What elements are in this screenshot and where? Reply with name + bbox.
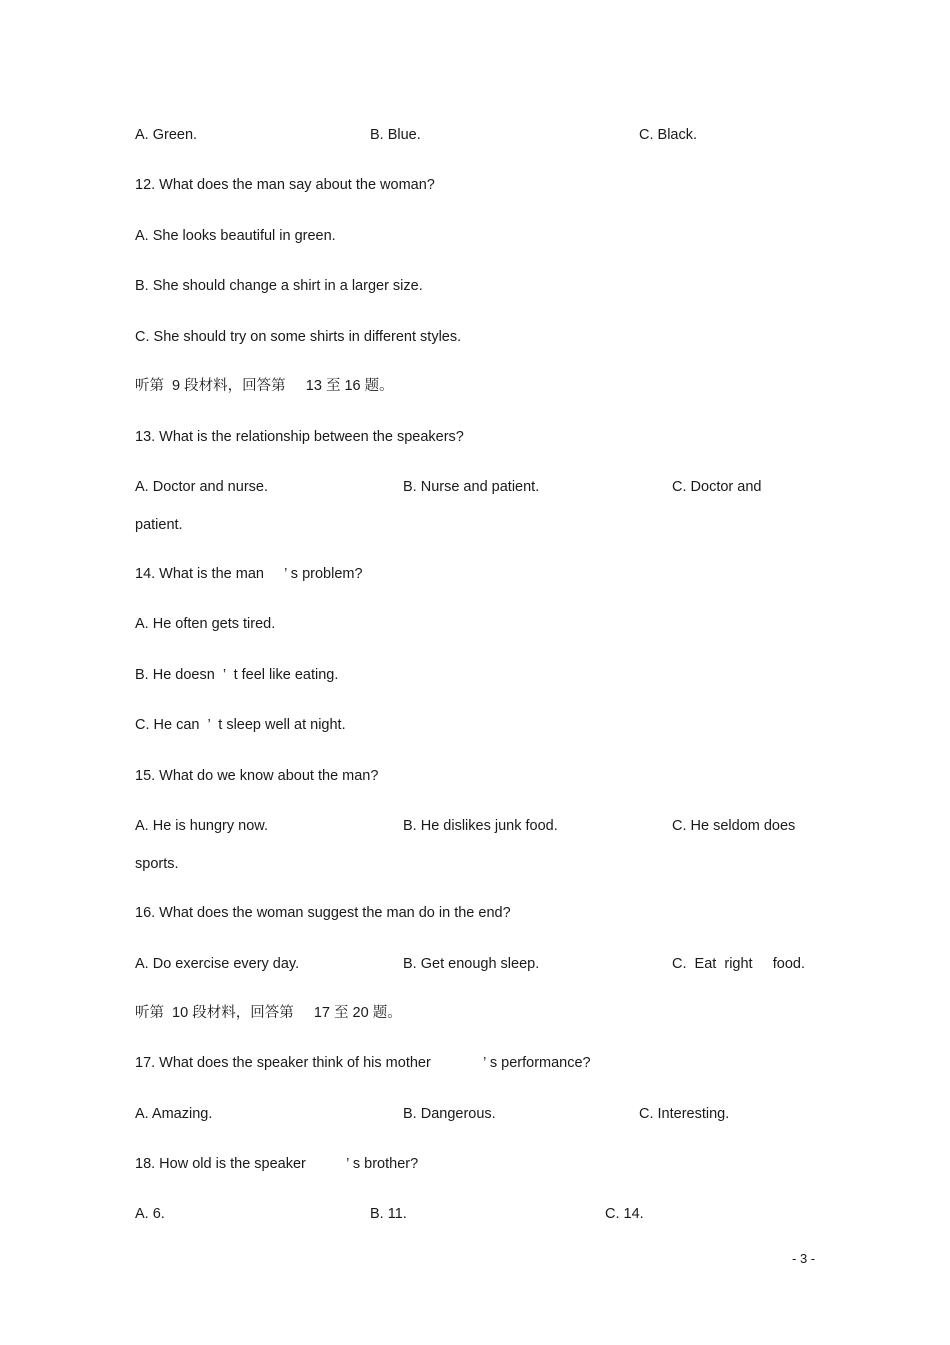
option-text: B. Blue. — [370, 127, 421, 143]
option-text-continued: patient. — [135, 517, 183, 533]
question-text: 12. What does the man say about the woman? — [135, 177, 435, 193]
option-text: B. Dangerous. — [403, 1106, 496, 1122]
option-text: A. Amazing. — [135, 1106, 213, 1122]
option-text: B. Nurse and patient. — [403, 479, 540, 495]
option-text: C. She should try on some shirts in different styles. — [135, 329, 462, 345]
option-text: A. 6. — [135, 1206, 165, 1222]
option-text: B. She should change a shirt in a larger size. — [135, 278, 423, 294]
question-text: 15. What do we know about the man? — [135, 768, 379, 784]
option-text: A. He often gets tired. — [135, 616, 276, 632]
option-text: C. Interesting. — [639, 1106, 730, 1122]
option-text: C. Eat right food. — [672, 956, 805, 972]
option-text: C. He seldom does — [672, 818, 796, 834]
question-text: 16. What does the woman suggest the man do in the end? — [135, 905, 511, 921]
option-text-continued: sports. — [135, 856, 179, 872]
option-text: A. He is hungry now. — [135, 818, 268, 834]
question-text: 17. What does the speaker think of his mother ’ s performance? — [135, 1055, 591, 1071]
option-text: B. He doesn ’ t feel like eating. — [135, 667, 339, 683]
option-text: C. 14. — [605, 1206, 644, 1222]
question-text: 13. What is the relationship between the speakers? — [135, 429, 464, 445]
section-instruction: 听第 9 段材料，回答第 13 至 16 题。 — [135, 378, 394, 394]
question-text: 14. What is the man ’ s problem? — [135, 566, 363, 582]
option-text: A. Green. — [135, 127, 198, 143]
option-text: A. She looks beautiful in green. — [135, 228, 336, 244]
question-text: 18. How old is the speaker ’ s brother? — [135, 1156, 419, 1172]
section-instruction: 听第 10 段材料，回答第 17 至 20 题。 — [135, 1005, 402, 1021]
option-text: A. Do exercise every day. — [135, 956, 300, 972]
option-text: C. Doctor and — [672, 479, 762, 495]
page-number: - 3 - — [792, 1251, 816, 1266]
option-text: B. He dislikes junk food. — [403, 818, 558, 834]
option-text: B. 11. — [370, 1206, 407, 1222]
option-text: C. He can ’ t sleep well at night. — [135, 717, 346, 733]
option-text: C. Black. — [639, 127, 698, 143]
option-text: B. Get enough sleep. — [403, 956, 540, 972]
option-text: A. Doctor and nurse. — [135, 479, 268, 495]
